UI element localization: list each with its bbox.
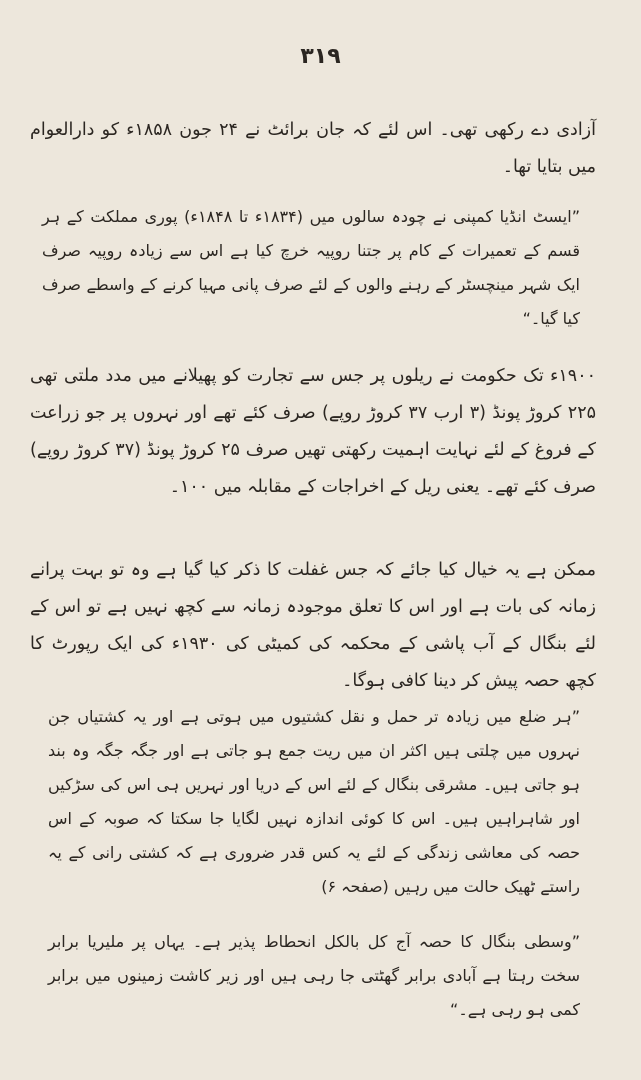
paragraph-bengal-report: ممکن ہے یہ خیال کیا جائے کہ جس غفلت کا ذکر کیا گیا ہے وہ تو بہت پرانے زمانہ کی بات ہے اور اس کا تعلق موجودہ زمانہ سے کچھ نہیں ہے تو اس کے لئے بنگال کے آب پاشی کے محکمہ کی کمیٹی کی ۱۹۳۰ء کی ایک رپورٹ کا کچھ حصہ پیش کر دینا کافی ہوگا۔ (30, 560, 597, 691)
quote-bengal-boats: ”ہر ضلع میں زیادہ تر حمل و نقل کشتیوں میں ہوتی ہے اور یہ کشتیاں جن نہروں میں چلتی ہیں اکثر ان میں ریت جمع ہو جاتی ہے اور جگہ جگہ وہ بند ہو جاتی ہیں۔ مشرقی بنگال کے لئے اس کے دریا اور نہریں ہی اس کی سڑکیں اور شاہراہیں ہیں۔ اس کا کوئی اندازہ نہیں لگایا جا سکتا کہ صوبہ کے اس حصہ کی معاشی زندگی کے لئے یہ کس قدر ضروری ہے کہ کشتی رانی کے یہ راستے ٹھیک حالت میں رہیں (صفحہ ۶) (48, 707, 580, 896)
quote-east-india-company: ”ایسٹ انڈیا کمپنی نے چودہ سالوں میں (۱۸۳۴ء تا ۱۸۴۸ء) پوری مملکت کے ہر قسم کے تعمیرات کے کام پر جتنا روپیہ خرچ کیا ہے اس سے زیادہ روپیہ صرف ایک شہر مینچسٹر کے رہنے والوں کے لئے صرف پانی مہیا کرنے کے واسطے صرف کیا گیا۔“ (42, 207, 580, 328)
paragraph-intro: آزادی دے رکھی تھی۔ اس لئے کہ جان برائٹ نے ۲۴ جون ۱۸۵۸ء کو دارالعوام میں بتایا تھا۔ (30, 120, 596, 177)
quote-central-bengal: ”وسطی بنگال کا حصہ آج کل بالکل انحطاط پذیر ہے۔ یہاں پر ملیریا برابر سخت رہتا ہے آبادی برابر گھٹتی جا رہی ہیں اور زیر کاشت زمینوں میں برابر کمی ہو رہی ہے۔“ (48, 932, 580, 1019)
page-number: ۳۱۹ (300, 44, 341, 69)
paragraph-railways-canals: ۱۹۰۰ء تک حکومت نے ریلوں پر جس سے تجارت کو پھیلانے میں مدد ملتی تھی ۲۲۵ کروڑ پونڈ (۳ ارب ۳۷ کروڑ روپے) صرف کئے تھے اور نہروں پر جو زراعت کے فروغ کے لئے نہایت اہمیت رکھتی تھیں صرف ۲۵ کروڑ پونڈ (۳۷ کروڑ روپے) صرف کئے تھے۔ یعنی ریل کے اخراجات کے مقابلہ میں ۱۰۰۔ (30, 366, 596, 497)
